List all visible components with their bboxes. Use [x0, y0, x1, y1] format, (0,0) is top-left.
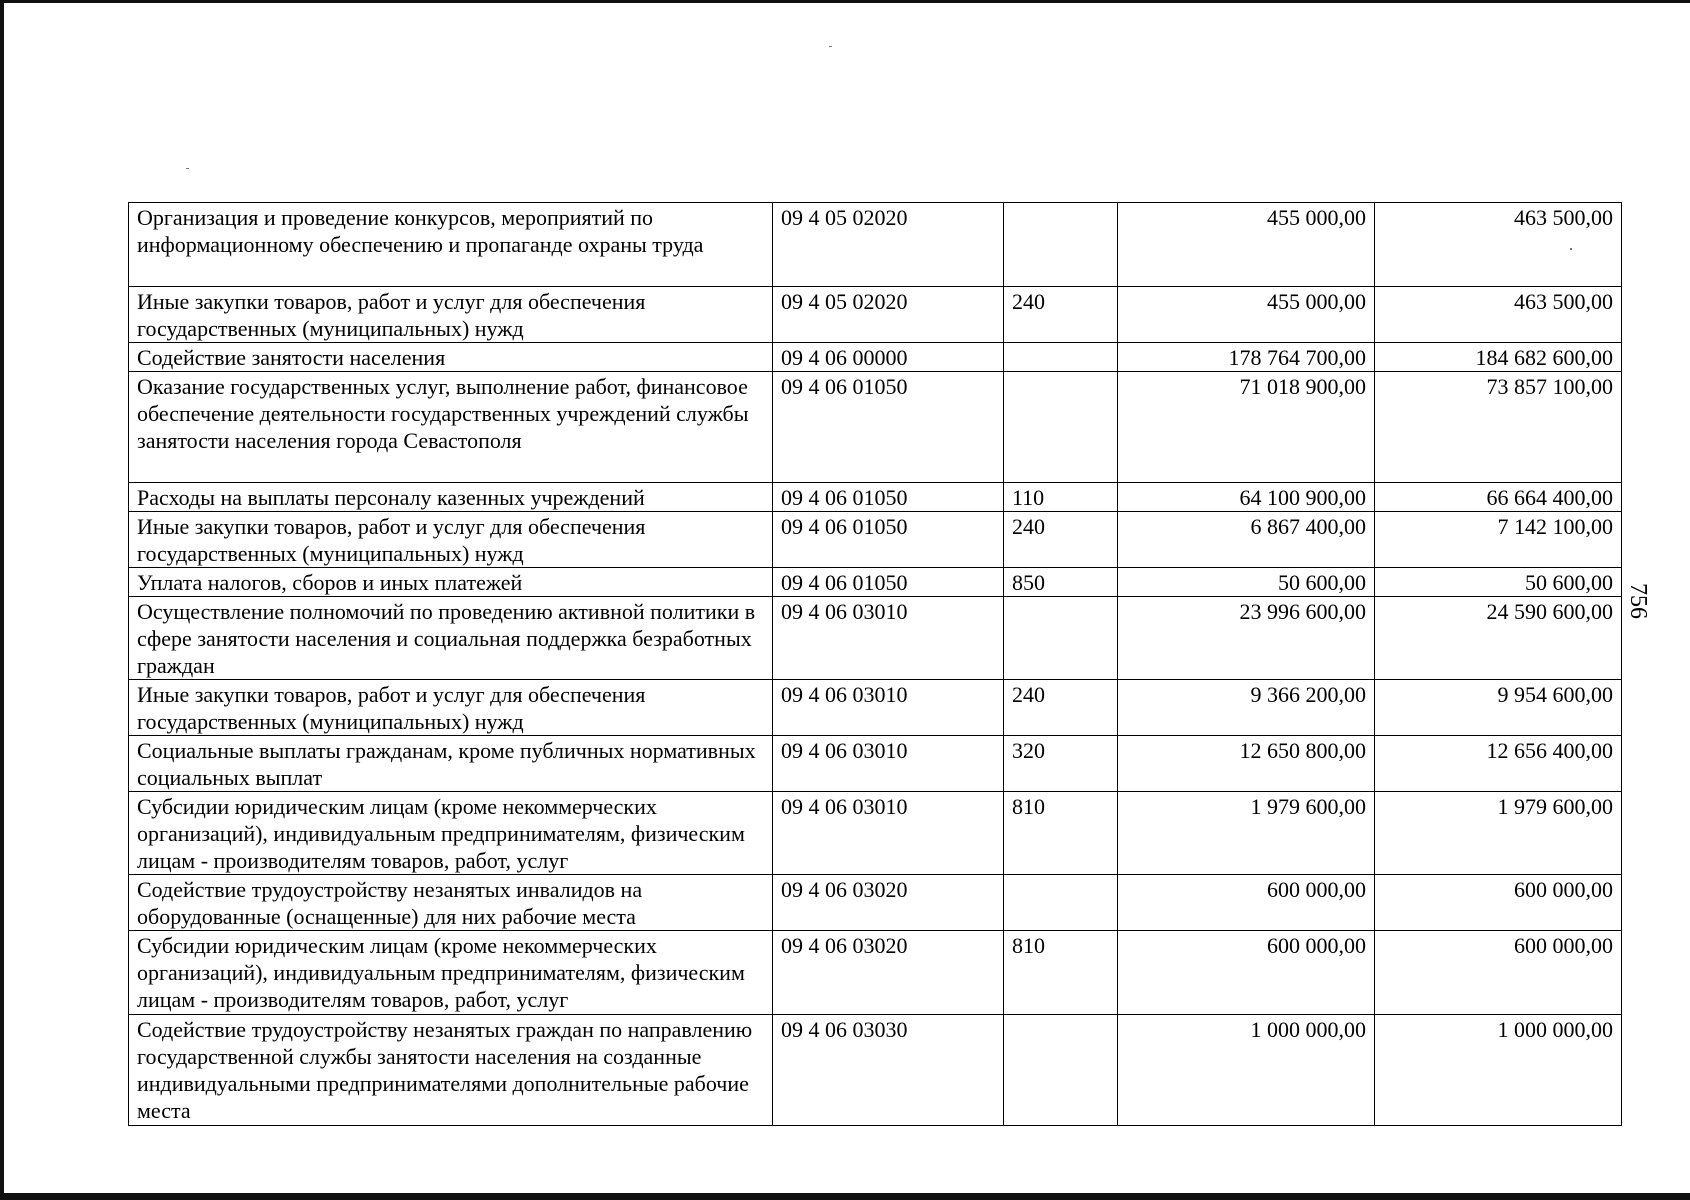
row-name-cell: Содействие трудоустройству незанятых инвалидов на оборудованные (оснащенные) для них рабочие места: [129, 875, 773, 931]
row-amount-year2-cell: 24 590 600,00: [1375, 597, 1622, 680]
row-amount-year1-cell: 1 000 000,00: [1118, 1015, 1375, 1126]
row-expense-type-cell: 240: [1004, 287, 1118, 343]
row-code-cell: 09 4 06 00000: [773, 343, 1004, 372]
row-amount-year1-cell: 71 018 900,00: [1118, 372, 1375, 483]
table-row: [129, 483, 1622, 512]
row-amount-year1-cell: 1 979 600,00: [1118, 792, 1375, 875]
scan-edge-top: [0, 0, 1690, 3]
row-expense-type-cell: [1004, 372, 1118, 483]
row-amount-year2-cell: 463 500,00: [1375, 287, 1622, 343]
row-code-cell: 09 4 06 03010: [773, 680, 1004, 736]
table-row: [129, 203, 1622, 287]
row-name-cell: Содействие трудоустройству незанятых граждан по направлению государственной службы занятости населения на созданные индивидуальными предпринимателями дополнительные рабочие места: [129, 1015, 773, 1126]
row-amount-year1-cell: 178 764 700,00: [1118, 343, 1375, 372]
row-code-cell: 09 4 06 03010: [773, 792, 1004, 875]
row-expense-type-cell: 810: [1004, 792, 1118, 875]
budget-table: [128, 202, 1622, 1126]
row-code-cell: 09 4 06 01050: [773, 372, 1004, 483]
row-expense-type-cell: 110: [1004, 483, 1118, 512]
row-name-cell: Содействие занятости населения: [129, 343, 773, 372]
table-row: [129, 1015, 1622, 1126]
row-code-cell: 09 4 06 01050: [773, 512, 1004, 568]
scan-edge-bottom: [0, 1193, 1690, 1200]
row-amount-year1-cell: 12 650 800,00: [1118, 736, 1375, 792]
row-expense-type-cell: 320: [1004, 736, 1118, 792]
row-name-cell: Субсидии юридическим лицам (кроме некоммерческих организаций), индивидуальным предпринимателям, физическим лицам - производителям товаров, работ, услуг: [129, 931, 773, 1015]
row-name-cell: Уплата налогов, сборов и иных платежей: [129, 568, 773, 597]
row-code-cell: 09 4 06 03020: [773, 875, 1004, 931]
row-amount-year2-cell: 463 500,00: [1375, 203, 1622, 287]
row-amount-year1-cell: 23 996 600,00: [1118, 597, 1375, 680]
table-row: [129, 931, 1622, 1015]
row-code-cell: 09 4 06 03020: [773, 931, 1004, 1015]
table-row: [129, 597, 1622, 680]
row-code-cell: 09 4 05 02020: [773, 287, 1004, 343]
row-name-cell: Субсидии юридическим лицам (кроме некоммерческих организаций), индивидуальным предпринимателям, физическим лицам - производителям товаров, работ, услуг: [129, 792, 773, 875]
row-code-cell: 09 4 06 01050: [773, 568, 1004, 597]
row-name-cell: Оказание государственных услуг, выполнение работ, финансовое обеспечение деятельности государственных учреждений службы занятости населения города Севастополя: [129, 372, 773, 483]
table-row: [129, 680, 1622, 736]
table-row: [129, 792, 1622, 875]
row-amount-year1-cell: 455 000,00: [1118, 287, 1375, 343]
row-amount-year2-cell: 9 954 600,00: [1375, 680, 1622, 736]
row-name-cell: Расходы на выплаты персоналу казенных учреждений: [129, 483, 773, 512]
row-expense-type-cell: 850: [1004, 568, 1118, 597]
row-expense-type-cell: [1004, 875, 1118, 931]
row-code-cell: 09 4 06 01050: [773, 483, 1004, 512]
row-code-cell: 09 4 05 02020: [773, 203, 1004, 287]
row-amount-year2-cell: 600 000,00: [1375, 931, 1622, 1015]
row-amount-year1-cell: 9 366 200,00: [1118, 680, 1375, 736]
table-row: [129, 736, 1622, 792]
row-amount-year2-cell: 600 000,00: [1375, 875, 1622, 931]
row-amount-year1-cell: 50 600,00: [1118, 568, 1375, 597]
row-expense-type-cell: 240: [1004, 512, 1118, 568]
scan-edge-left: [0, 0, 4, 1200]
row-amount-year2-cell: 184 682 600,00: [1375, 343, 1622, 372]
row-amount-year2-cell: 12 656 400,00: [1375, 736, 1622, 792]
row-expense-type-cell: [1004, 597, 1118, 680]
row-name-cell: Иные закупки товаров, работ и услуг для обеспечения государственных (муниципальных) нужд: [129, 680, 773, 736]
row-amount-year1-cell: 455 000,00: [1118, 203, 1375, 287]
row-name-cell: Иные закупки товаров, работ и услуг для обеспечения государственных (муниципальных) нужд: [129, 512, 773, 568]
row-amount-year1-cell: 600 000,00: [1118, 931, 1375, 1015]
row-amount-year1-cell: 6 867 400,00: [1118, 512, 1375, 568]
row-amount-year2-cell: 1 979 600,00: [1375, 792, 1622, 875]
row-expense-type-cell: [1004, 203, 1118, 287]
row-expense-type-cell: 810: [1004, 931, 1118, 1015]
budget-table-body: [129, 203, 1622, 1126]
row-expense-type-cell: 240: [1004, 680, 1118, 736]
row-expense-type-cell: [1004, 343, 1118, 372]
table-row: [129, 512, 1622, 568]
table-row: [129, 343, 1622, 372]
row-name-cell: Социальные выплаты гражданам, кроме публичных нормативных социальных выплат: [129, 736, 773, 792]
row-name-cell: Осуществление полномочий по проведению активной политики в сфере занятости населения и социальная поддержка безработных граждан: [129, 597, 773, 680]
page-number: 756: [1625, 583, 1651, 619]
scan-speck: [829, 46, 832, 47]
row-code-cell: 09 4 06 03010: [773, 736, 1004, 792]
row-amount-year1-cell: 600 000,00: [1118, 875, 1375, 931]
table-row: [129, 372, 1622, 483]
row-amount-year2-cell: 1 000 000,00: [1375, 1015, 1622, 1126]
row-amount-year2-cell: 66 664 400,00: [1375, 483, 1622, 512]
scan-speck: [186, 168, 189, 169]
row-amount-year2-cell: 7 142 100,00: [1375, 512, 1622, 568]
table-row: [129, 568, 1622, 597]
row-expense-type-cell: [1004, 1015, 1118, 1126]
row-code-cell: 09 4 06 03030: [773, 1015, 1004, 1126]
row-code-cell: 09 4 06 03010: [773, 597, 1004, 680]
row-amount-year2-cell: 73 857 100,00: [1375, 372, 1622, 483]
row-name-cell: Организация и проведение конкурсов, мероприятий по информационному обеспечению и пропаганде охраны труда: [129, 203, 773, 287]
row-amount-year1-cell: 64 100 900,00: [1118, 483, 1375, 512]
row-name-cell: Иные закупки товаров, работ и услуг для обеспечения государственных (муниципальных) нужд: [129, 287, 773, 343]
table-row: [129, 287, 1622, 343]
table-row: [129, 875, 1622, 931]
row-amount-year2-cell: 50 600,00: [1375, 568, 1622, 597]
